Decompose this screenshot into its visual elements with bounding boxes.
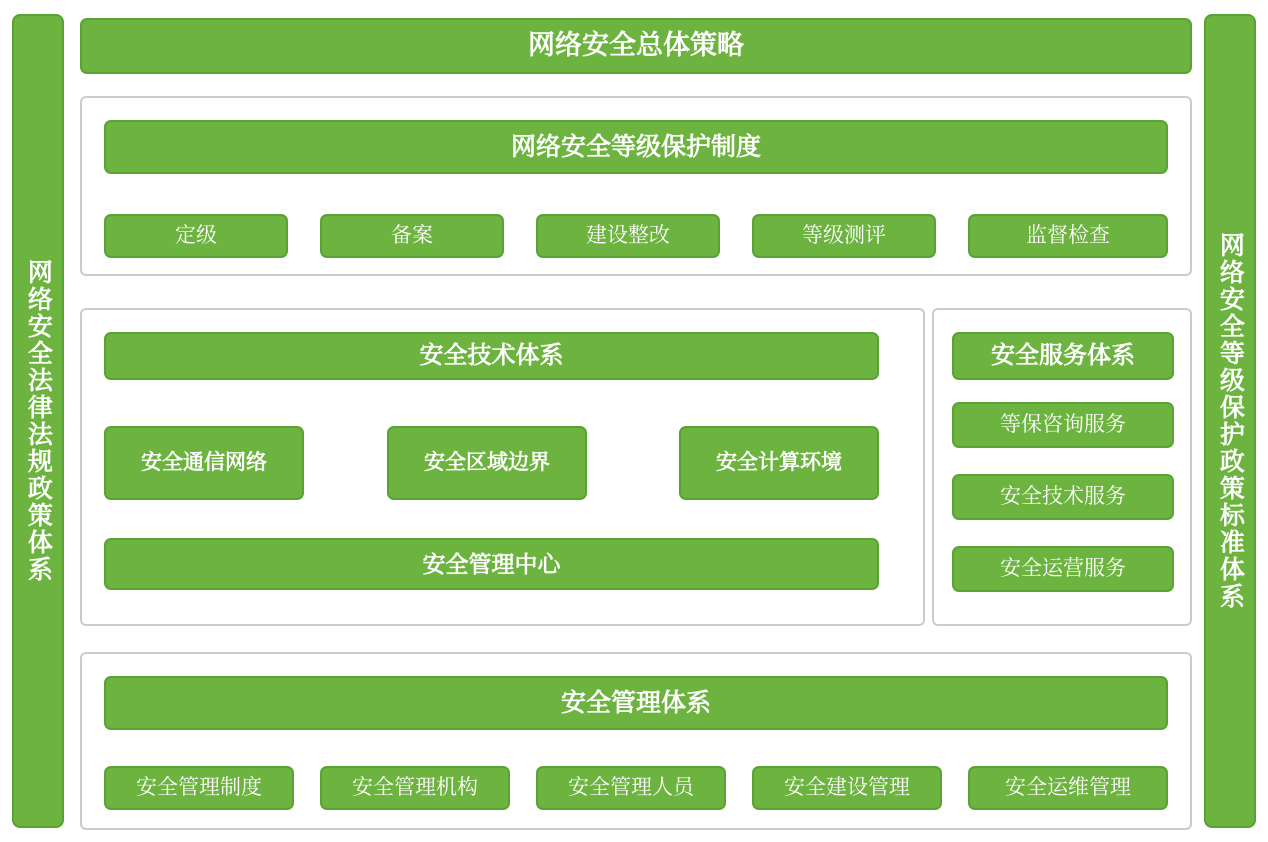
management-item-security-policies: 安全管理制度: [104, 766, 294, 810]
management-item-construction-management: 安全建设管理: [752, 766, 942, 810]
management-system-title-block: 安全管理体系: [104, 676, 1168, 730]
service-item-mlps-consulting: 等保咨询服务: [952, 402, 1174, 448]
mlps-system-group: [80, 96, 1192, 276]
mlps-step-construction-rectification: 建设整改: [536, 214, 720, 258]
management-item-operation-maintenance: 安全运维管理: [968, 766, 1168, 810]
mlps-step-filing: 备案: [320, 214, 504, 258]
management-system-group: [80, 652, 1192, 830]
technical-item-secure-computing-environment: 安全计算环境: [679, 426, 879, 500]
sidebar-mlps-policy-standard-system: 网络安全等级保护政策标准体系: [1204, 14, 1256, 828]
mlps-step-grading: 定级: [104, 214, 288, 258]
overall-security-strategy-banner: 网络安全总体策略: [80, 18, 1192, 74]
service-item-security-technology: 安全技术服务: [952, 474, 1174, 520]
sidebar-legal-policy-system: 网络安全法律法规政策体系: [12, 14, 64, 828]
service-system-group: [932, 308, 1192, 626]
management-item-security-personnel: 安全管理人员: [536, 766, 726, 810]
technical-system-title-block: 安全技术体系: [104, 332, 879, 380]
mlps-title-block: 网络安全等级保护制度: [104, 120, 1168, 174]
mlps-step-level-evaluation: 等级测评: [752, 214, 936, 258]
service-system-title-block: 安全服务体系: [952, 332, 1174, 380]
technical-item-secure-communication-network: 安全通信网络: [104, 426, 304, 500]
technical-system-group: [80, 308, 925, 626]
management-item-security-organization: 安全管理机构: [320, 766, 510, 810]
security-management-center-block: 安全管理中心: [104, 538, 879, 590]
technical-item-secure-area-boundary: 安全区域边界: [387, 426, 587, 500]
mlps-step-supervision-inspection: 监督检查: [968, 214, 1168, 258]
service-item-security-operation: 安全运营服务: [952, 546, 1174, 592]
